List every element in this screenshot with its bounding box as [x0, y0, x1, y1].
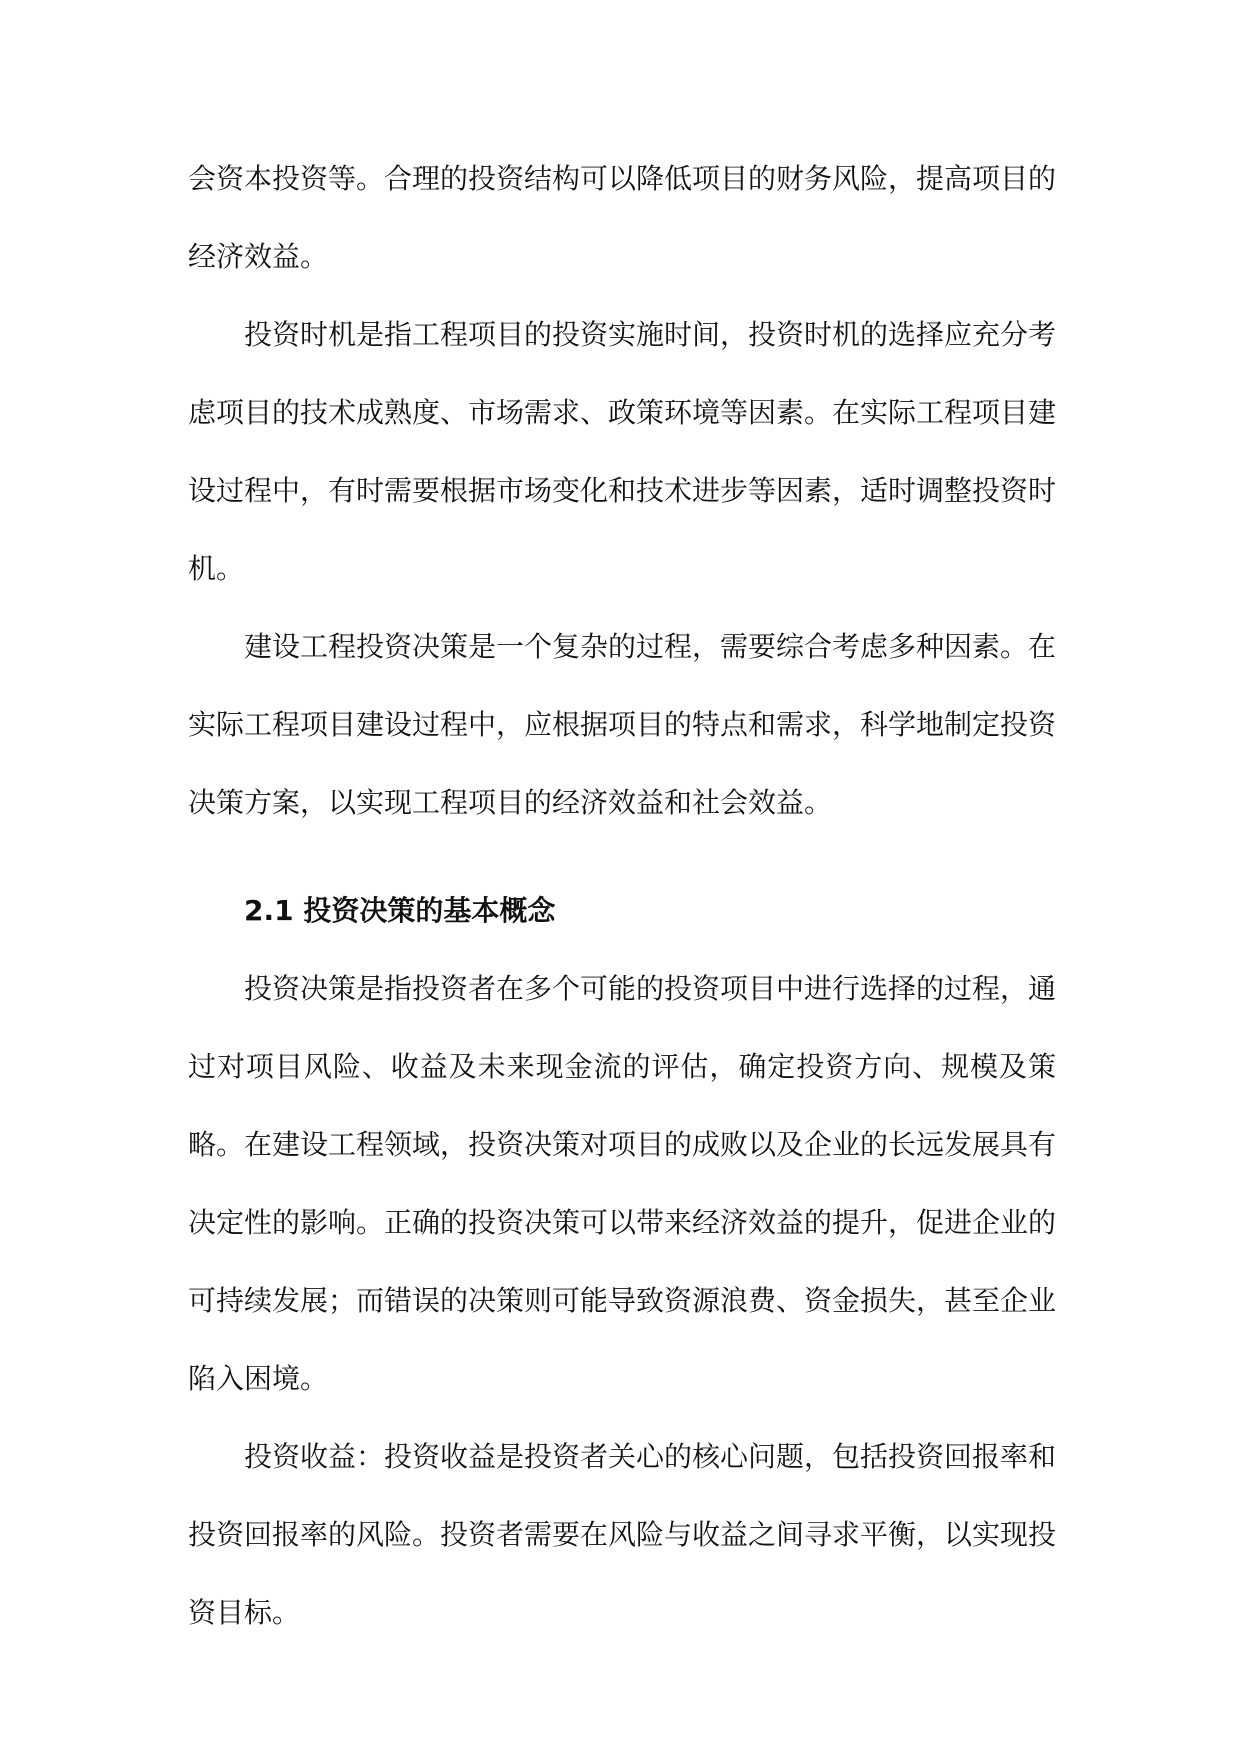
document-body: [188, 140, 1056, 1652]
paragraph-decision-definition: 投资决策是指投资者在多个可能的投资项目中进行选择的过程，通过对项目风险、收益及未来现金流的评估，确定投资方向、规模及策略。在建设工程领域，投资决策对项目的成败以及企业的长远发展具有决定性的影响。正确的投资决策可以带来经济效益的提升，促进企业的可持续发展；而错误的决策则可能导致资源浪费、资金损失，甚至企业陷入困境。: [188, 972, 1057, 1395]
paragraph-investment-decision-process: 建设工程投资决策是一个复杂的过程，需要综合考虑多种因素。在实际工程项目建设过程中，应根据项目的特点和需求，科学地制定投资决策方案，以实现工程项目的经济效益和社会效益。: [188, 630, 1057, 819]
paragraph-investment-return: 投资收益：投资收益是投资者关心的核心问题，包括投资回报率和投资回报率的风险。投资者需要在风险与收益之间寻求平衡，以实现投资目标。: [188, 1440, 1057, 1629]
paragraph-continued: 会资本投资等。合理的投资结构可以降低项目的财务风险，提高项目的经济效益。: [188, 162, 1057, 273]
paragraph-investment-timing: 投资时机是指工程项目的投资实施时间，投资时机的选择应充分考虑项目的技术成熟度、市场需求、政策环境等因素。在实际工程项目建设过程中，有时需要根据市场变化和技术进步等因素，适时调整投资时机。: [188, 318, 1057, 585]
section-heading: 2.1 投资决策的基本概念: [244, 894, 556, 927]
